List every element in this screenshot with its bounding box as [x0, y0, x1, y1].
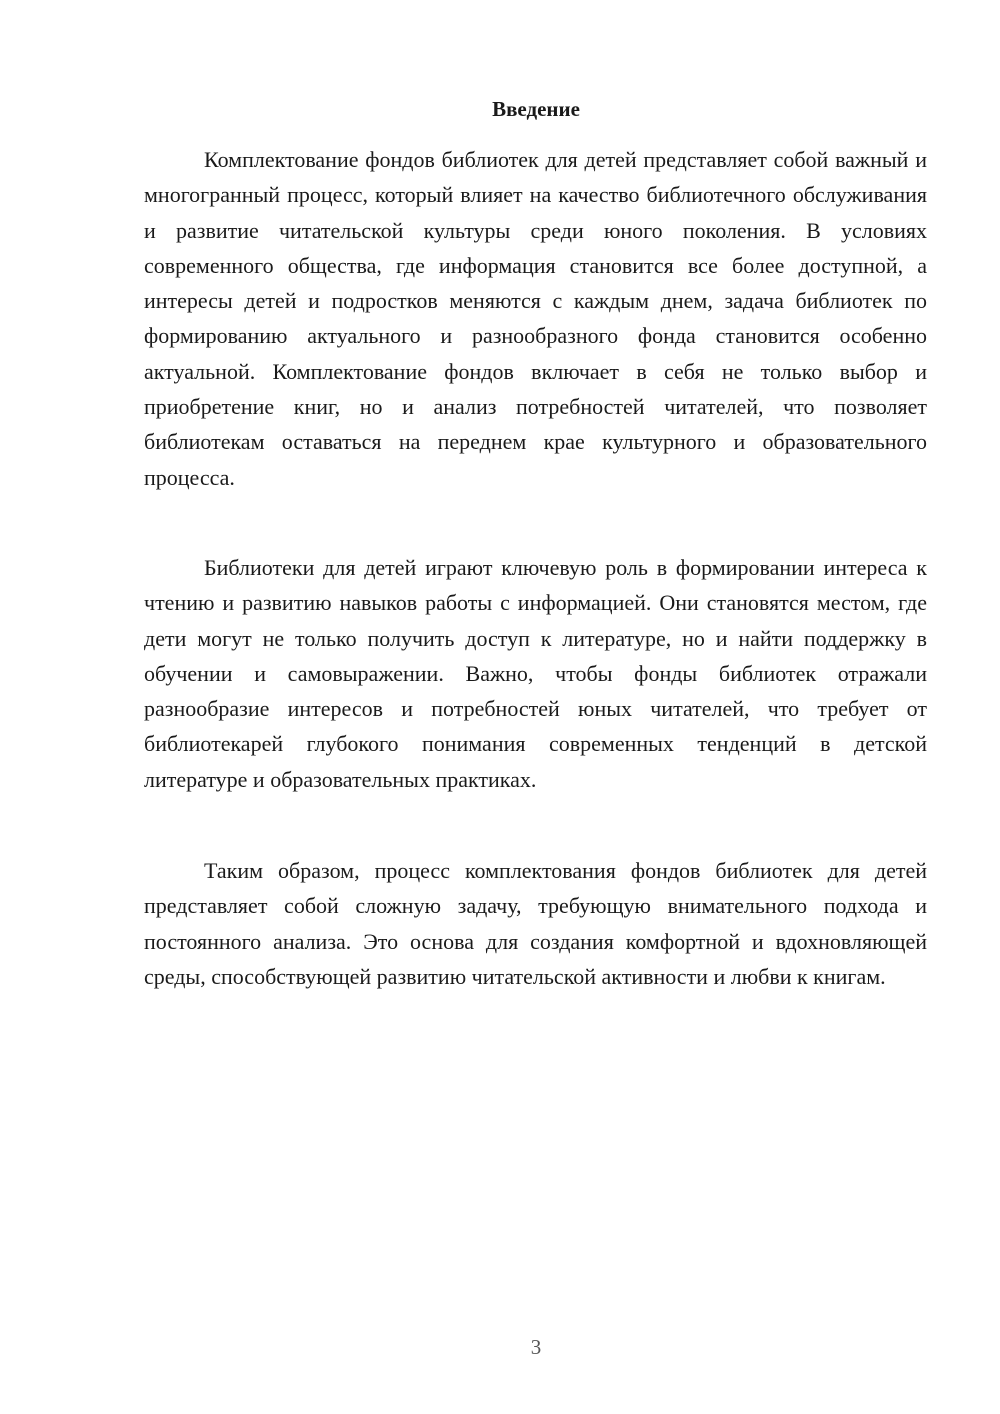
paragraph-3: Таким образом, процесс комплектования фондов библиотек для детей представляет собой сложную задачу, требующую внимательного подхода и постоянного анализа. Это основа для создания комфортной и вдохновляющей среды, способствующей развитию читательской активности и любви к книгам. [144, 858, 927, 989]
page-title: Введение [492, 97, 580, 121]
page-number: 3 [530, 1335, 542, 1359]
paragraph-2: Библиотеки для детей играют ключевую роль в формировании интереса к чтению и развитию навыков работы с информацией. Они становятся местом, где дети могут не только получить доступ к литературе, но и найти поддержку в обучении и самовыражении. Важно, чтобы фонды библиотек отражали разнообразие интересов и потребностей юных читателей, что требует от библиотекарей глубокого понимания современных тенденций в детской литературе и образовательных практиках. [144, 555, 927, 792]
paragraph-1: Комплектование фондов библиотек для детей представляет собой важный и многогранный процесс, который влияет на качество библиотечного обслуживания и развитие читательской культуры среди юного поколения. В условиях современного общества, где информация становится все более доступной, а интересы детей и подростков меняются с каждым днем, задача библиотек по формированию актуального и разнообразного фонда становится особенно актуальной. Комплектование фондов включает в себя не только выбор и приобретение книг, но и анализ потребностей читателей, что позволяет библиотекам оставаться на переднем крае культурного и образовательного процесса. [144, 147, 927, 490]
